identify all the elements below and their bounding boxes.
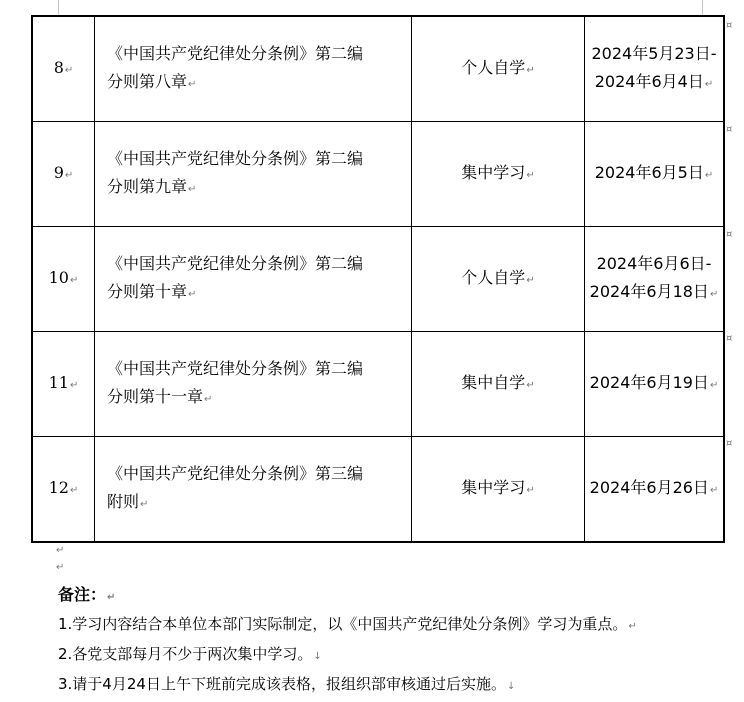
study-content-line2: 附则 xyxy=(107,491,140,511)
paragraph-mark-icon: ↵ xyxy=(56,545,65,556)
table-row xyxy=(32,437,724,543)
study-mode-cell[interactable] xyxy=(412,227,585,332)
row-number-cell[interactable] xyxy=(32,227,95,332)
table-row xyxy=(32,16,724,122)
page-margin-guide-left xyxy=(58,0,59,16)
note-item-text: 2.各党支部每月不少于两次集中学习。 xyxy=(58,645,313,663)
row-end-mark-icon: ¤ xyxy=(726,124,733,135)
study-content-cell[interactable] xyxy=(95,332,412,437)
study-mode-cell[interactable] xyxy=(412,122,585,227)
paragraph-mark-icon: ↵ xyxy=(69,379,79,391)
notes-title-line[interactable] xyxy=(58,581,738,609)
study-date-line2: 2024年6月4日 xyxy=(594,71,704,91)
row-number: 8 xyxy=(53,57,64,77)
note-item[interactable] xyxy=(58,639,738,669)
note-item[interactable] xyxy=(58,609,738,639)
paragraph-mark-icon: ↵ xyxy=(188,288,197,300)
study-content-cell[interactable] xyxy=(95,437,412,543)
study-date-cell[interactable] xyxy=(585,332,725,437)
table-row xyxy=(32,122,724,227)
paragraph-mark-icon: ↵ xyxy=(188,78,197,90)
paragraph-mark-icon: ↵ xyxy=(526,274,535,286)
study-content-line2: 分则第十一章 xyxy=(107,386,204,406)
study-date-cell[interactable] xyxy=(585,227,725,332)
note-item-text: 1.学习内容结合本单位本部门实际制定，以《中国共产党纪律处分条例》学习为重点。 xyxy=(58,615,628,633)
row-number-cell[interactable] xyxy=(32,437,95,543)
study-content-cell[interactable] xyxy=(95,227,412,332)
study-date-line1: 2024年6月26日 xyxy=(589,477,709,497)
paragraph-mark-icon: ↵ xyxy=(188,183,197,195)
study-date-line1: 2024年6月6日- xyxy=(596,253,712,273)
study-mode: 集中自学 xyxy=(461,372,526,392)
study-content-line2: 分则第十章 xyxy=(107,281,188,301)
study-content-line1: 《中国共产党纪律处分条例》第二编 xyxy=(107,43,364,63)
paragraph-mark-icon: ↵ xyxy=(704,169,714,181)
notes-title: 备注： xyxy=(58,585,107,604)
row-number-cell[interactable] xyxy=(32,332,95,437)
study-content-line1: 《中国共产党纪律处分条例》第二编 xyxy=(107,148,364,168)
paragraph-mark-icon: ↵ xyxy=(140,498,149,510)
table-row xyxy=(32,227,724,332)
study-plan-table xyxy=(31,15,725,543)
paragraph-mark-icon: ↵ xyxy=(526,379,535,391)
row-end-mark-icon: ¤ xyxy=(726,229,733,240)
paragraph-mark-icon: ↵ xyxy=(56,562,65,573)
study-content-line1: 《中国共产党纪律处分条例》第二编 xyxy=(107,253,364,273)
paragraph-mark-icon: ↵ xyxy=(204,393,213,405)
paragraph-mark-icon: ↵ xyxy=(526,484,535,496)
paragraph-mark-icon: ↵ xyxy=(628,621,637,632)
row-number: 9 xyxy=(53,162,64,182)
paragraph-mark-icon: ↵ xyxy=(107,592,116,603)
study-mode-cell[interactable] xyxy=(412,437,585,543)
study-mode: 个人自学 xyxy=(461,57,526,77)
study-date-line1: 2024年6月19日 xyxy=(589,372,709,392)
study-mode-cell[interactable] xyxy=(412,332,585,437)
paragraph-mark-icon: ↵ xyxy=(709,288,719,300)
study-mode: 集中学习 xyxy=(461,162,526,182)
study-content-line1: 《中国共产党纪律处分条例》第二编 xyxy=(107,358,364,378)
note-item[interactable] xyxy=(58,669,738,699)
study-date-cell[interactable] xyxy=(585,437,725,543)
paragraph-mark-icon: ↵ xyxy=(526,64,535,76)
paragraph-mark-icon: ↵ xyxy=(709,379,719,391)
study-content-cell[interactable] xyxy=(95,16,412,122)
row-number: 11 xyxy=(48,372,69,392)
study-content-line2: 分则第八章 xyxy=(107,71,188,91)
notes-section xyxy=(58,581,738,699)
row-end-mark-icon: ¤ xyxy=(726,20,733,31)
study-content-line1: 《中国共产党纪律处分条例》第三编 xyxy=(107,463,364,483)
paragraph-mark-icon: ↵ xyxy=(64,169,74,181)
note-item-text: 3.请于4月24日上午下班前完成该表格，报组织部审核通过后实施。 xyxy=(58,675,506,693)
paragraph-mark-icon: ↵ xyxy=(704,78,714,90)
row-end-mark-icon: ¤ xyxy=(726,333,733,344)
row-number: 10 xyxy=(48,267,69,287)
study-date-cell[interactable] xyxy=(585,16,725,122)
paragraph-mark-icon: ↵ xyxy=(709,484,719,496)
study-date-line1: 2024年6月5日 xyxy=(594,162,704,182)
row-number: 12 xyxy=(48,477,69,497)
study-date-line2: 2024年6月18日 xyxy=(589,281,709,301)
paragraph-mark-icon: ↵ xyxy=(69,484,79,496)
row-number-cell[interactable] xyxy=(32,16,95,122)
study-date-cell[interactable] xyxy=(585,122,725,227)
row-end-mark-icon: ¤ xyxy=(726,438,733,449)
paragraph-mark-icon: ↵ xyxy=(64,64,74,76)
row-number-cell[interactable] xyxy=(32,122,95,227)
paragraph-mark-icon: ↵ xyxy=(69,274,79,286)
study-mode-cell[interactable] xyxy=(412,16,585,122)
paragraph-mark-icon: ↵ xyxy=(526,169,535,181)
study-mode: 集中学习 xyxy=(461,477,526,497)
table-row xyxy=(32,332,724,437)
study-content-line2: 分则第九章 xyxy=(107,176,188,196)
study-mode: 个人自学 xyxy=(461,267,526,287)
line-break-mark-icon: ↓ xyxy=(506,681,516,692)
line-break-mark-icon: ↓ xyxy=(313,651,322,662)
page-margin-guide-right xyxy=(702,0,703,16)
study-date-line1: 2024年5月23日- xyxy=(591,43,717,63)
study-content-cell[interactable] xyxy=(95,122,412,227)
